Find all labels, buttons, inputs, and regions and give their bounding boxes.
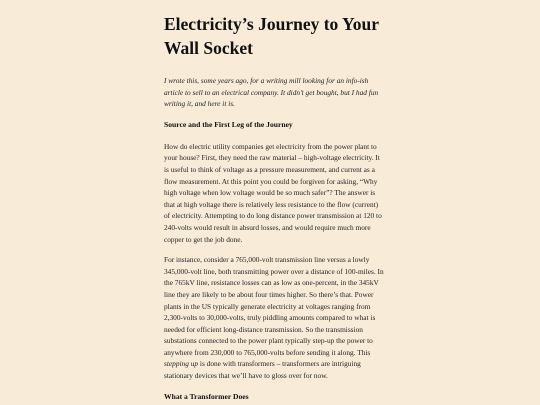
- paragraph-2: [164, 254, 384, 382]
- section-heading-source: Source and the First Leg of the Journey: [164, 119, 293, 129]
- section-heading-transformer: What a Transformer Does: [164, 391, 249, 401]
- paragraph-2-text-start: For instance, consider a 765,000-volt transmission line versus a lowly 345,000-volt line, both transmitting power over a distance of 100-miles. In the 765kV line, resistance losses can as low as one-percent, in the 345kV line they are likely to be about four times higher. So there’s that. Power plants in the US typically generate electricity at voltages ranging from 2,300-volts to 30,000-volts, truly piddling amounts compared to what is needed for efficient long-distance transmission. So the transmission substations connected to the power plant typically step-up the power to anywhere from 230,000 to 765,000-volts before sending it along. This: [164, 255, 384, 357]
- article-title: Electricity’s Journey to Your Wall Socket: [164, 14, 379, 58]
- article: [164, 12, 384, 405]
- paragraph-1: How do electric utility companies get electricity from the power plant to your house? First, they need the raw material – high-voltage electricity. It is useful to think of voltage as a pressure measurement, and current as a flow measurement. At this point you could be forgiven for asking, “Why high voltage when low voltage would be so much safer”? The answer is that at high voltage there is relatively less resistance to the flow (current) of electricity. Attempting to do long distance power transmission at 120 to 240-volts would result in absurd losses, and would require much more copper to get the job done.: [164, 141, 382, 244]
- paragraph-2-text-end: is done with transformers – transformers are intriguing stationary devices that we’ll have to gloss over for now.: [164, 359, 361, 381]
- article-intro: I wrote this, some years ago, for a writing mill looking for an info-ish article to sell to an electrical company. It didn’t get bought, but I had fun writing it, and here it is.: [164, 76, 379, 109]
- paragraph-2-emphasis: stepping up: [164, 359, 199, 369]
